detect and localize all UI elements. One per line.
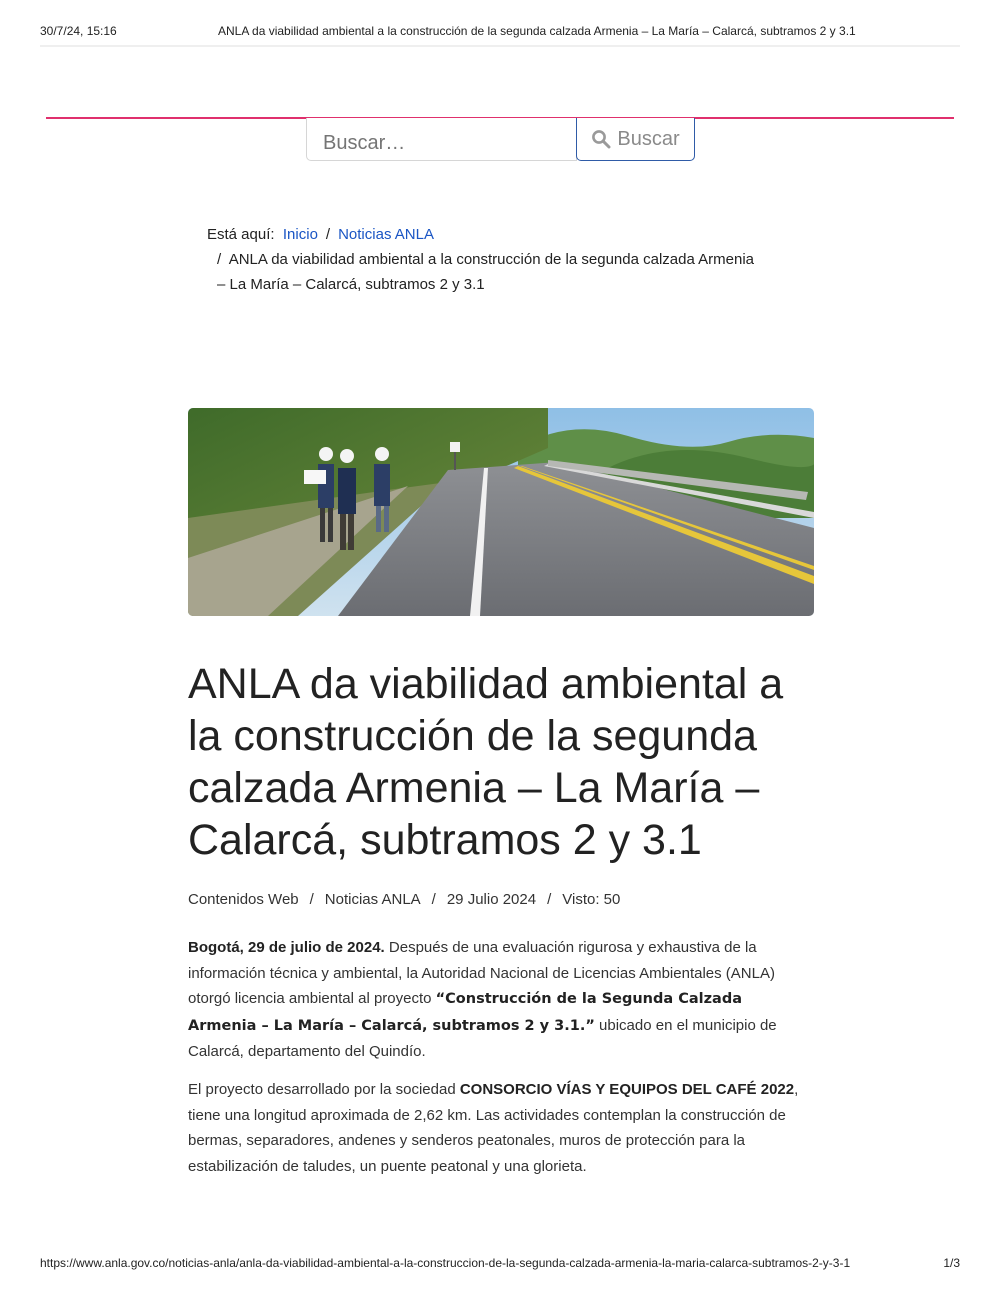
article-meta [188, 891, 620, 908]
print-footer [40, 1256, 960, 1270]
article-hero-image [188, 408, 814, 616]
print-url: https://www.anla.gov.co/noticias-anla/anla-da-viabilidad-ambiental-a-la-construccion-de-la-segunda-calzada-armenia-la-maria-calarca-subtramos-2-y-3-1 [40, 1256, 851, 1270]
article-body [188, 935, 814, 1191]
meta-separator: / [547, 891, 552, 908]
breadcrumb-current-cont [207, 272, 807, 297]
breadcrumb-news-link[interactable]: Noticias ANLA [338, 226, 434, 243]
breadcrumb-line [207, 222, 807, 247]
breadcrumb-separator: / [325, 226, 331, 243]
paragraph-text: , tiene una longitud aproximada de 2,62 km. Las actividades contemplan la construcción de bermas, separadores, andenes y senderos peatonales, muros de protección para la estabilización de taludes, un puente peatonal y una glorieta. [188, 1080, 799, 1175]
article-paragraph-2 [188, 1077, 814, 1179]
meta-hits: Visto: 50 [562, 891, 621, 908]
search-button-label: Buscar [617, 127, 680, 150]
breadcrumb-current-line1: ANLA da viabilidad ambiental a la construcción de la segunda calzada Armenia [228, 251, 755, 268]
meta-separator: / [431, 891, 436, 908]
meta-category[interactable]: Noticias ANLA [324, 891, 421, 908]
print-header [40, 24, 960, 46]
paragraph-text: Después de una evaluación rigurosa y exhaustiva de la información técnica y ambiental, la Autoridad Nacional de Licencias Ambientales (ANLA) otorgó licencia ambiental al proyecto [188, 939, 775, 1008]
print-page-number: 1/3 [943, 1256, 960, 1270]
paragraph-text: ubicado en el municipio de Calarcá, departamento del Quindío. [188, 1016, 777, 1061]
breadcrumb-home-link[interactable]: Inicio [282, 226, 318, 243]
breadcrumb-prefix: Está aquí: [207, 226, 275, 243]
search-input[interactable] [306, 118, 577, 161]
breadcrumb-current [207, 247, 807, 272]
header-divider [40, 45, 960, 47]
meta-separator: / [309, 891, 314, 908]
article-paragraph-1 [188, 935, 814, 1065]
company-name: CONSORCIO VÍAS Y EQUIPOS DEL CAFÉ 2022 [459, 1080, 795, 1098]
print-page-title: ANLA da viabilidad ambiental a la construcción de la segunda calzada Armenia – La María – Calarcá, subtramos 2 y 3.1 [218, 24, 856, 38]
paragraph-lead: Bogotá, 29 de julio de 2024. [188, 939, 385, 956]
search-button[interactable] [576, 118, 695, 161]
search-icon [591, 129, 611, 149]
meta-author: Contenidos Web [188, 891, 299, 908]
project-name: “Construcción de la Segunda Calzada Armenia – La María – Calarcá, subtramos 2 y 3.1.” [188, 991, 742, 1034]
print-datetime: 30/7/24, 15:16 [40, 24, 117, 38]
breadcrumb-separator: / [217, 251, 222, 268]
breadcrumb [207, 222, 807, 297]
article-title: ANLA da viabilidad ambiental a la construcción de la segunda calzada Armenia – La María – Calarcá, subtramos 2 y 3.1 [188, 660, 784, 864]
meta-date: 29 Julio 2024 [446, 891, 537, 908]
paragraph-text: El proyecto desarrollado por la sociedad [188, 1080, 460, 1098]
breadcrumb-current-line2: – La María – Calarcá, subtramos 2 y 3.1 [217, 276, 485, 293]
